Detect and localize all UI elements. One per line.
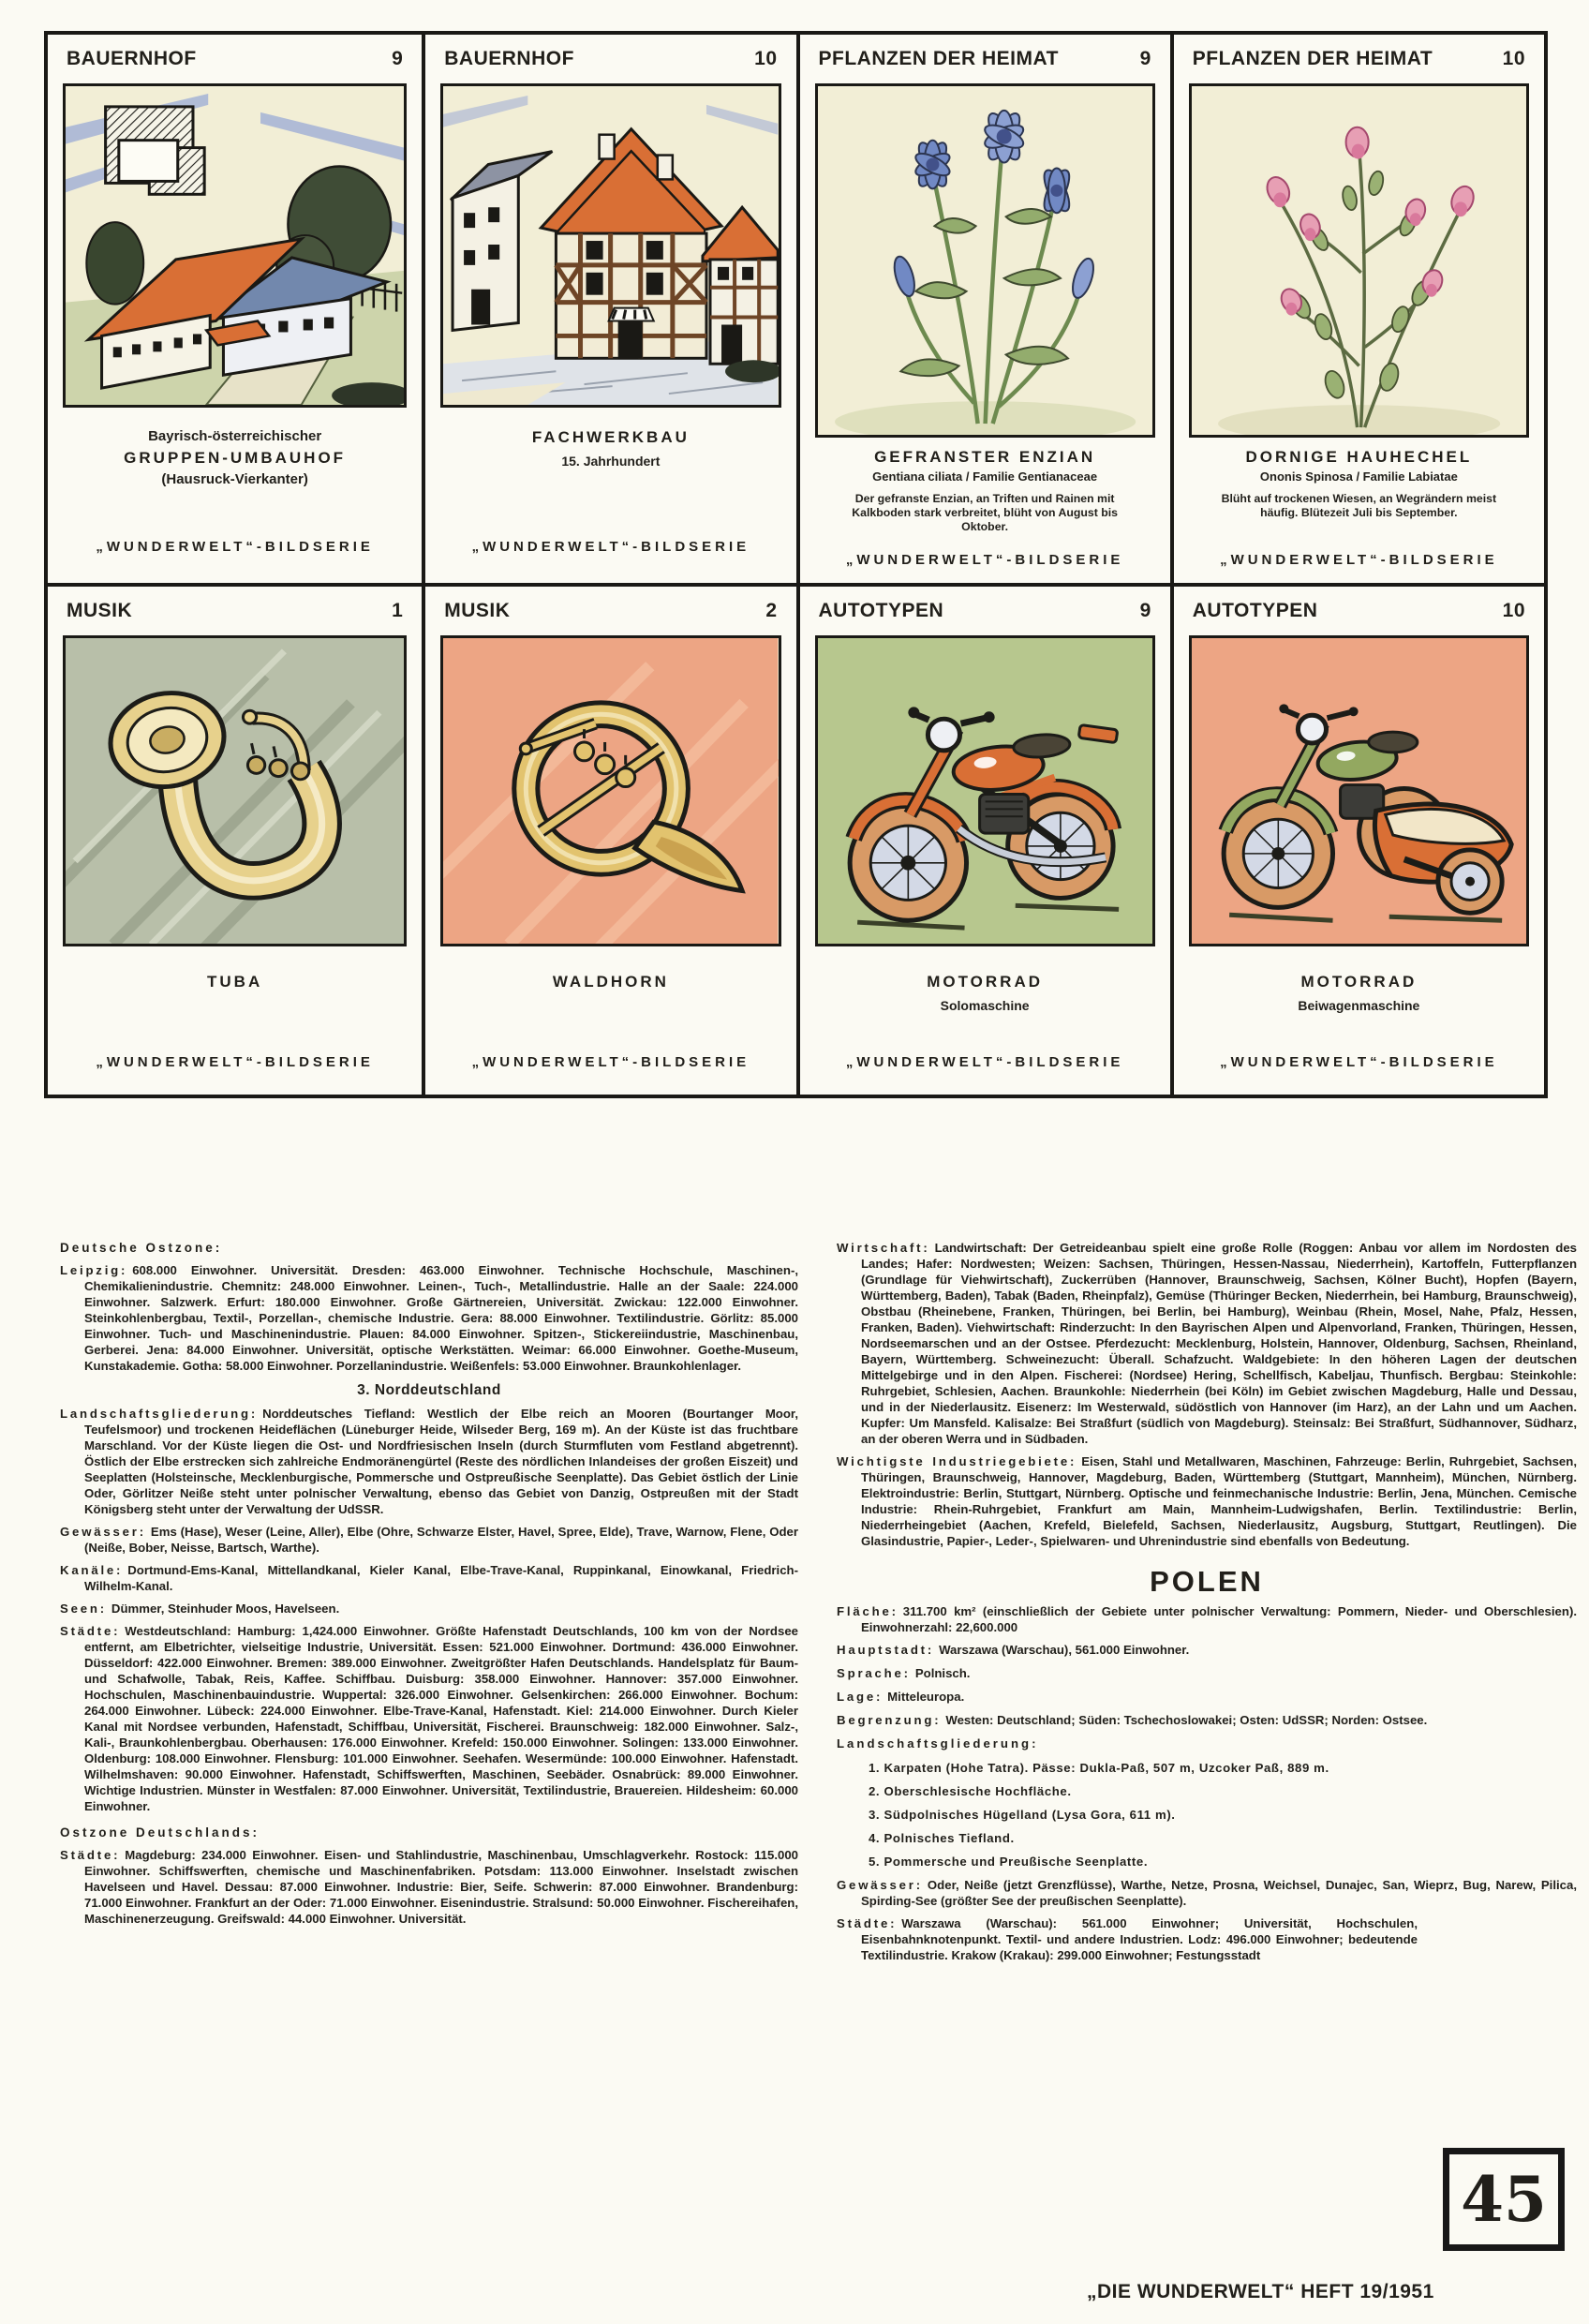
paragraph-text: Warszawa (Warschau): 561.000 Einwohner; Universität, Hochschulen, Eisenbahnknotenpunkt. Textil- und andere Industrien. Lodz: 496.000 Einwohner; bedeutende Textilindustrie. Krakow (Krakau): 299.000 Einwohner; Festungsstadt bbox=[861, 1916, 1418, 1962]
card-series-name: MUSIK bbox=[67, 600, 133, 621]
fact-text: Polnisch. bbox=[914, 1666, 971, 1680]
fact-label: Begrenzung: bbox=[837, 1713, 942, 1727]
card-series-name: AUTOTYPEN bbox=[818, 600, 944, 621]
card-header bbox=[48, 35, 422, 83]
fringed-gentian-illustration bbox=[815, 83, 1155, 438]
paragraph-staedte-west bbox=[60, 1623, 798, 1814]
fact-hauptstadt bbox=[837, 1642, 1577, 1658]
card-number: 10 bbox=[754, 48, 778, 69]
series-label: „WUNDERWELT“-BILDSERIE bbox=[845, 1054, 1124, 1070]
paragraph-text: Norddeutsches Tiefland: Westlich der Elbe reich an Mooren (Bourtanger Moor, Teufelsmoor) und trockenen Heideflächen (Lüneburger Heide, Wilseder Berg, 169 m). An der Küste ist das fruchtbare Marschland. Vor der Küste liegen die Ost- und Nordfriesischen Inseln (durch Sturmfluten vom Festland abgetrennt). Östlich der Elbe erstrecken sich zahlreiche Endmoränengürtel (Reste des nördlichen Inlandeises der großen Eiszeit) und Seeplatten (Holsteinsche, Mecklenburgische, Pommersche und Ostpreußische Seenplatte). Das Gebiet östlich der Linie Oder, Görlitzer Neiße steht unter polnischer Verwaltung, ebenso das Gebiet von Danzig, Ostpreußen mit der Stadt Königsberg steht unter der Verwaltung der UdSSR. bbox=[84, 1407, 798, 1516]
series-label: „WUNDERWELT“-BILDSERIE bbox=[96, 539, 374, 555]
series-label: „WUNDERWELT“-BILDSERIE bbox=[1220, 1054, 1498, 1070]
card-autotypen-9 bbox=[796, 583, 1170, 1095]
card-caption bbox=[1174, 438, 1544, 583]
series-label: „WUNDERWELT“-BILDSERIE bbox=[845, 552, 1124, 568]
caption-title: GRUPPEN-UMBAUHOF bbox=[124, 449, 347, 467]
spiny-restharrow-illustration bbox=[1189, 83, 1529, 438]
caption-description: Der gefranste Enzian, an Triften und Rainen mit Kalkboden stark verbreitet, blüht von August bis Oktober. bbox=[852, 492, 1119, 533]
card-number: 9 bbox=[392, 48, 404, 69]
french-horn-illustration bbox=[440, 635, 780, 946]
fact-text: Westen: Deutschland; Süden: Tschechoslowakei; Osten: UdSSR; Norden: Ostsee. bbox=[945, 1713, 1428, 1727]
paragraph-label: Städte: bbox=[60, 1624, 121, 1638]
caption-latin-name: Ononis Spinosa / Familie Labiatae bbox=[1259, 469, 1458, 484]
landscape-item: 3. Südpolnisches Hügelland (Lysa Gora, 611 m). bbox=[869, 1808, 1176, 1822]
paragraph-ostzone-cities bbox=[60, 1262, 798, 1374]
label-landschaftsgliederung: Landschaftsgliederung: bbox=[837, 1736, 1039, 1750]
paragraph-text: Dümmer, Steinhuder Moos, Havelseen. bbox=[111, 1601, 340, 1616]
card-header bbox=[48, 587, 422, 635]
imprint: „DIE WUNDERWELT“ HEFT 19/1951 bbox=[1087, 2281, 1434, 2302]
paragraph-label: Städte: bbox=[837, 1916, 898, 1930]
card-autotypen-10 bbox=[1170, 583, 1544, 1095]
caption-title: MOTORRAD bbox=[927, 973, 1044, 991]
card-caption bbox=[425, 946, 795, 1095]
card-series-name: PFLANZEN DER HEIMAT bbox=[818, 48, 1059, 69]
fact-label: Lage: bbox=[837, 1690, 884, 1704]
card-caption bbox=[800, 946, 1170, 1095]
fact-sprache bbox=[837, 1665, 1577, 1681]
paragraph-label: Landschaftsgliederung: bbox=[60, 1407, 259, 1421]
caption-title: DORNIGE HAUHECHEL bbox=[1245, 448, 1473, 466]
card-series-name: BAUERNHOF bbox=[444, 48, 574, 69]
card-header bbox=[800, 587, 1170, 635]
paragraph-text: 608.000 Einwohner. Universität. Dresden: 463.000 Einwohner. Technische Hochschule, Maschinen-, Chemikalienindustrie. Chemnitz: 248.000 Einwohner. Leinen-, Tuch-, Metallindustrie. Halle an der Saale: 224.000 Einwohner. Salzwerk. Erfurt: 180.000 Einwohner. Große Gärtnereien, Universität. Zwickau: 122.000 Einwohner. Steinkohlenbergbau, Textil-, Porzellan-, chemische Industrie. Gera: 88.000 Einwohner. Textilindustrie. Görlitz: 85.000 Einwohner. Tuch- und Maschinenindustrie. Plauen: 84.000 Einwohner. Spitzen-, Stickereiindustrie, Maschinenbau, Gerberei. Jena: 84.000 Einwohner. Universität, optische Werkstätten. Weimar: 66.000 Einwohner. Goethe-Museum, Kunstakademie. Gotha: 58.000 Einwohner. Porzellanindustrie. Weißenfels: 53.000 Einwohner. Braunkohlenlager. bbox=[84, 1263, 798, 1373]
paragraph-wirtschaft bbox=[837, 1240, 1577, 1447]
card-header bbox=[425, 587, 795, 635]
card-grid bbox=[44, 31, 1548, 1098]
landscape-item: 2. Oberschlesische Hochfläche. bbox=[869, 1784, 1072, 1798]
paragraph-industriegebiete bbox=[837, 1453, 1577, 1549]
page-number-box bbox=[1443, 2148, 1565, 2251]
fact-label: Sprache: bbox=[837, 1666, 911, 1680]
paragraph-gewaesser bbox=[60, 1524, 798, 1556]
paragraph-text: Ems (Hase), Weser (Leine, Aller), Elbe (Ohre, Schwarze Elster, Havel, Spree, Elde), Trave, Warnow, Flene, Oder (Neiße, Bober, Neisse, Bartsch, Warthe). bbox=[84, 1525, 798, 1555]
card-series-name: BAUERNHOF bbox=[67, 48, 197, 69]
series-label: „WUNDERWELT“-BILDSERIE bbox=[1220, 552, 1498, 568]
card-caption bbox=[48, 946, 422, 1095]
landscape-item: 5. Pommersche und Preußische Seenplatte. bbox=[869, 1855, 1149, 1869]
caption-title: GEFRANSTER ENZIAN bbox=[874, 448, 1096, 466]
card-caption bbox=[48, 408, 422, 583]
left-text-column bbox=[60, 1240, 798, 1933]
caption-subtitle: Solomaschine bbox=[940, 998, 1030, 1013]
paragraph-text: Magdeburg: 234.000 Einwohner. Eisen- und Stahlindustrie, Maschinenbau, Umschlagverkehr. Rostock: 115.000 Einwohner. Schiffswerften, chemische und Maschinenfabriken. Potsdam: 113.000 Einwohner. Inselstadt zwischen Havelseen und Havel. Dessau: 87.000 Einwohner. Industrie: Bier, Seife. Schwerin: 87.000 Einwohner. Brandenburg: 71.000 Einwohner. Frankfurt an der Oder: 71.000 Einwohner. Eisenindustrie. Stralsund: 50.000 Einwohner. Fischereihafen, Maschinenerzeugung. Greifswald: 44.000 Einwohner. Universität. bbox=[84, 1848, 798, 1926]
series-label: „WUNDERWELT“-BILDSERIE bbox=[471, 539, 750, 555]
paragraph-staedte-ost bbox=[60, 1847, 798, 1927]
card-number: 9 bbox=[1139, 600, 1151, 621]
caption-line: Bayrisch-österreichischer bbox=[148, 428, 322, 444]
heading-polen: POLEN bbox=[1150, 1565, 1264, 1598]
card-caption bbox=[1174, 946, 1544, 1095]
paragraph-flaeche bbox=[837, 1603, 1577, 1635]
paragraph-text: 311.700 km² (einschließlich der Gebiete unter polnischer Verwaltung: Pommern, Nieder- und Oberschlesien). Einwohnerzahl: 22,600.000 bbox=[861, 1604, 1577, 1634]
caption-subtitle: Beiwagenmaschine bbox=[1298, 998, 1420, 1013]
heading-norddeutschland: 3. Norddeutschland bbox=[357, 1382, 501, 1398]
landscape-item: 4. Polnisches Tiefland. bbox=[869, 1831, 1015, 1845]
right-text-column bbox=[837, 1240, 1577, 1970]
paragraph-landschaftsgliederung bbox=[60, 1406, 798, 1517]
fact-label: Hauptstadt: bbox=[837, 1643, 935, 1657]
card-number: 10 bbox=[1502, 48, 1525, 69]
farmhouse-illustration bbox=[63, 83, 407, 408]
fact-text: Mitteleuropa. bbox=[887, 1690, 965, 1704]
card-series-name: MUSIK bbox=[444, 600, 511, 621]
card-musik-1 bbox=[48, 583, 422, 1095]
paragraph-label: Seen: bbox=[60, 1601, 107, 1616]
caption-title: TUBA bbox=[207, 973, 263, 991]
card-header bbox=[1174, 587, 1544, 635]
card-musik-2 bbox=[422, 583, 795, 1095]
card-series-name: PFLANZEN DER HEIMAT bbox=[1192, 48, 1433, 69]
card-header bbox=[800, 35, 1170, 83]
tuba-illustration bbox=[63, 635, 407, 946]
card-number: 9 bbox=[1139, 48, 1151, 69]
paragraph-label: Gewässer: bbox=[60, 1525, 146, 1539]
card-caption bbox=[800, 438, 1170, 583]
paragraph-text: Dortmund-Ems-Kanal, Mittellandkanal, Kieler Kanal, Elbe-Trave-Kanal, Ruppinkanal, Einowkanal, Friedrich-Wilhelm-Kanal. bbox=[84, 1563, 798, 1593]
paragraph-label: Gewässer: bbox=[837, 1878, 923, 1892]
paragraph-text: Westdeutschland: Hamburg: 1,424.000 Einwohner. Größte Hafenstadt Deutschlands, 100 km von der Nordsee entfernt, am Elbetrichter, vielseitige Industrie, Universität. Essen: 521.000 Einwohner. Dortmund: 436.000 Einwohner. Düsseldorf: 422.000 Einwohner. Bremen: 389.000 Einwohner. Zweitgrößter Hafen Deutschlands. Handelsplatz für Baum- und Schafwolle, Tabak, Reis, Kaffee. Schiffbau. Duisburg: 358.000 Einwohner. Hannover: 357.000 Einwohner. Hochschulen, Maschinenbauindustrie. Wuppertal: 326.000 Einwohner. Gelsenkirchen: 266.000 Einwohner. Bochum: 264.000 Einwohner. Lübeck: 224.000 Einwohner. Elbe-Trave-Kanal, Hafenstadt. Kiel: 214.000 Einwohner. Durch Kieler Kanal mit Nordsee verbunden, Hafenstadt, Schiffbau, Universität, Fischerei. Braunschweig: 182.000 Einwohner. Salz-, Kali-, Braunkohlenbergbau. Oberhausen: 176.000 Einwohner. Krefeld: 150.000 Einwohner. Solingen: 133.000 Einwohner. Oldenburg: 108.000 Einwohner. Flensburg: 101.000 Einwohner. Seehafen. Wesermünde: 100.000 Einwohner. Hafenstadt. Wilhelmshaven: 90.000 Einwohner. Hafenstadt, Schiffswerften, Maschinen, Seebäder. Osnabrück: 89.000 Einwohner. Wichtige Industrien. Münster in Westfalen: 87.000 Einwohner. Universität, Textilindustrie, Brauereien. Hildesheim: 60.000 Einwohner. bbox=[84, 1624, 798, 1813]
caption-latin-name: Gentiana ciliata / Familie Gentianaceae bbox=[872, 469, 1098, 484]
card-header bbox=[1174, 35, 1544, 83]
fact-begrenzung bbox=[837, 1712, 1577, 1728]
caption-line: (Hausruck-Vierkanter) bbox=[161, 471, 308, 487]
paragraph-staedte-polen bbox=[837, 1915, 1418, 1963]
heading-deutsche-ostzone: Deutsche Ostzone: bbox=[60, 1241, 223, 1255]
card-bauernhof-10 bbox=[422, 35, 795, 583]
paragraph-text: Landwirtschaft: Der Getreideanbau spielt eine große Rolle (Roggen: Anbau vor allem im Nordosten des Landes; Hafer: Nordwesten; Weizen: Sachsen, Thüringen, Hessen-Nassau, Niederrhein), Kartoffeln, Futterpflanzen (Grundlage für Viehwirtschaft), Zuckerrüben (Hannover, Braunschweig, Sachsen, Kölner Bucht), Hopfen (Bayern, Württemberg, Baden), Tabak (Baden, Rheinpfalz), Gemüse (Thüringer Becken, Niederrhein, bei Hamburg, Braunschweig), Obstbau (Rheinebene, Franken, Thüringen, bei Berlin, bei Hamburg), Weinbau (Rhein, Mosel, Nahe, Pfalz, Hessen, Franken, Baden). Viehwirtschaft: Rinderzucht: In den Bayrischen Alpen und Alpenvorland, Franken, Thüringen, Hessen, Nordseemarschen und an der Ostsee. Pferdezucht: Mecklenburg, Holstein, Hannover, Oldenburg, Sachsen, Rheinland, Bayern, Württemberg. Schweinezucht: Überall. Schafzucht. Waldgebiete: In den höheren Lagen der deutschen Mittelgebirge und in den Alpen. Fischerei: (Nordsee) Hering, Schellfisch, Kabeljau, Thunfisch. Bergbau: Steinkohle: Ruhrgebiet, Schlesien, Aachen. Braunkohle: Niederrhein (bei Köln) im Gebiet zwischen Magdeburg, Halle und Dessau, und in der Niederlausitz. Eisenerz: Im Westerwald, südöstlich von Hannover (im Harz), an der Lahn und um Aachen. Kupfer: Um Mansfeld. Kalisalze: Bei Straßfurt (südlich von Magdeburg). Steinsalz: Bei Straßfurt, Südhannover, Südharz, an der oberen Werra und in Südbaden. bbox=[861, 1241, 1577, 1446]
caption-title: MOTORRAD bbox=[1300, 973, 1418, 991]
fact-lage bbox=[837, 1689, 1577, 1705]
card-number: 2 bbox=[765, 600, 778, 621]
card-pflanzen-9 bbox=[796, 35, 1170, 583]
card-caption bbox=[425, 408, 795, 583]
page-number: 45 bbox=[1461, 2163, 1547, 2236]
paragraph-text: Eisen, Stahl und Metallwaren, Maschinen, Fahrzeuge: Berlin, Ruhrgebiet, Sachsen, Thüringen, Braunschweig, Hannover, Magdeburg, Baden, Württemberg (Stuttgart, Mannheim), München, Nürnberg. Elektroindustrie: Berlin, Stuttgart, Nürnberg. Optische und feinmechanische Industrie: Berlin, Jena, München. Cemische Industrie: Rhein-Ruhrgebiet, Frankfurt am Main, Mannheim-Ludwigshafen, Berlin. Textilindustrie: Berlin, Niederrheingebiet (Aachen, Krefeld, Bielefeld, Sachsen, Niederlausitz, Augsburg, Stuttgart, Reutlingen). Die Glasindustrie, Papier-, Leder-, Spielwaren- und Uhrenindustrie sind ebenfalls von Bedeutung. bbox=[861, 1454, 1577, 1548]
card-series-name: AUTOTYPEN bbox=[1192, 600, 1318, 621]
paragraph-text: Oder, Neiße (jetzt Grenzflüsse), Warthe, Netze, Prosna, Weichsel, Dunajec, San, Wieprz, Bug, Narew, Pilica, Spirding-See (größter See der preußischen Seenplatte). bbox=[861, 1878, 1577, 1908]
paragraph-gewaesser-polen bbox=[837, 1877, 1577, 1909]
half-timbered-house-illustration bbox=[440, 83, 780, 408]
fact-text: Warszawa (Warschau), 561.000 Einwohner. bbox=[939, 1643, 1190, 1657]
card-header bbox=[425, 35, 795, 83]
card-bauernhof-9 bbox=[48, 35, 422, 583]
paragraph-label: Kanäle: bbox=[60, 1563, 124, 1577]
caption-title: FACHWERKBAU bbox=[531, 428, 690, 446]
paragraph-label: Wichtigste Industriegebiete: bbox=[837, 1454, 1077, 1468]
card-number: 10 bbox=[1502, 600, 1525, 621]
paragraph-seen bbox=[60, 1601, 798, 1616]
card-number: 1 bbox=[392, 600, 404, 621]
motorcycle-sidecar-illustration bbox=[1189, 635, 1529, 946]
paragraph-label: Städte: bbox=[60, 1848, 121, 1862]
paragraph-kanaele bbox=[60, 1562, 798, 1594]
caption-subtitle: 15. Jahrhundert bbox=[561, 454, 661, 469]
caption-description: Blüht auf trockenen Wiesen, an Wegrändern meist häufig. Blütezeit Juli bis September. bbox=[1221, 492, 1497, 519]
paragraph-label: Wirtschaft: bbox=[837, 1241, 930, 1255]
paragraph-label: Fläche: bbox=[837, 1604, 898, 1618]
landscape-item: 1. Karpaten (Hohe Tatra). Pässe: Dukla-Paß, 507 m, Uzcoker Paß, 889 m. bbox=[869, 1761, 1329, 1775]
motorcycle-solo-illustration bbox=[815, 635, 1155, 946]
series-label: „WUNDERWELT“-BILDSERIE bbox=[471, 1054, 750, 1070]
card-pflanzen-10 bbox=[1170, 35, 1544, 583]
heading-ostzone-deutschlands: Ostzone Deutschlands: bbox=[60, 1825, 260, 1840]
series-label: „WUNDERWELT“-BILDSERIE bbox=[96, 1054, 374, 1070]
caption-title: WALDHORN bbox=[552, 973, 669, 991]
paragraph-label: Leipzig: bbox=[60, 1263, 128, 1277]
